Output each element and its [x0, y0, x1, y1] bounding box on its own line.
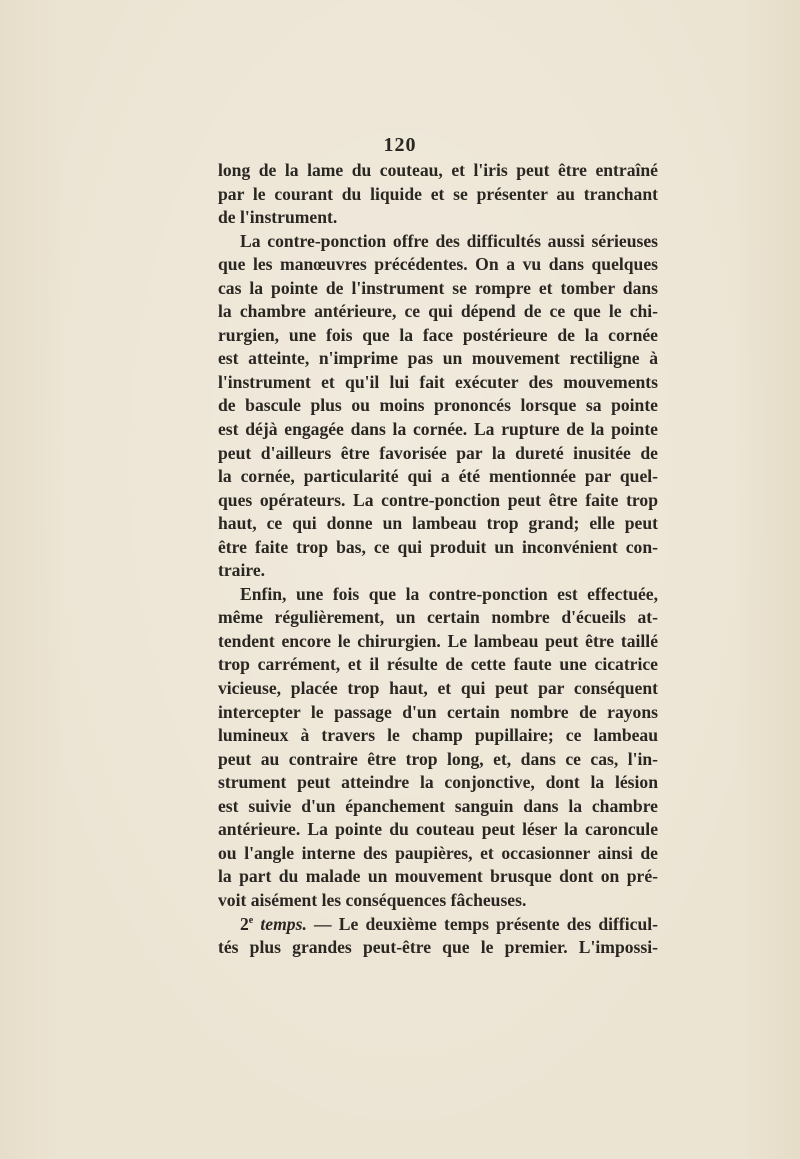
text-line: est suivie d'un épanchement sanguin dans la chambre: [218, 795, 658, 816]
text-line: que les manœuvres précédentes. On a vu dans quelques: [218, 254, 658, 275]
text-line: par le courant du liquide et se présenter au tranchant: [218, 183, 658, 204]
text-line: peut d'ailleurs être favorisée par la dureté inusitée de: [218, 442, 658, 463]
section-ordinal-suffix: e: [248, 914, 254, 926]
text-line: même régulièrement, un certain nombre d'écueils at-: [218, 607, 658, 628]
text-line: vicieuse, placée trop haut, et qui peut par conséquent: [218, 678, 658, 699]
text-line: Enfin, une fois que la contre-ponction est effectuée,: [240, 583, 658, 604]
section-ordinal: 2: [240, 913, 249, 934]
text-line: trop carrément, et il résulte de cette faute une cicatrice: [218, 654, 658, 675]
section-text-first: — Le deuxième temps présente des difficul-: [314, 913, 658, 934]
text-line: peut au contraire être trop long, et, dans ce cas, l'in-: [218, 748, 658, 769]
text-line: la chambre antérieure, ce qui dépend de ce que le chi-: [218, 301, 658, 322]
text-line: de bascule plus ou moins prononcés lorsque sa pointe: [218, 395, 658, 416]
body-text: [218, 159, 658, 960]
text-line: long de la lame du couteau, et l'iris peut être entraîné: [218, 160, 658, 180]
text-line: traire.: [218, 560, 266, 581]
text-line: ou l'angle interne des paupières, et occasionner ainsi de: [218, 842, 658, 863]
text-line: La contre-ponction offre des difficultés aussi sérieuses: [240, 230, 658, 251]
text-line: tendent encore le chirurgien. Le lambeau peut être taillé: [218, 630, 658, 651]
text-line: la part du malade un mouvement brusque dont on pré-: [218, 866, 658, 887]
text-line: intercepter le passage d'un certain nombre de rayons: [218, 701, 658, 722]
section-label: temps.: [260, 913, 307, 934]
text-line: la cornée, particularité qui a été mentionnée par quel-: [218, 466, 658, 487]
text-line: être faite trop bas, ce qui produit un inconvénient con-: [218, 536, 658, 557]
text-line: lumineux à travers le champ pupillaire; ce lambeau: [218, 725, 658, 746]
text-line: rurgien, une fois que la face postérieure de la cornée: [218, 324, 658, 345]
text-line: strument peut atteindre la conjonctive, dont la lésion: [218, 772, 658, 793]
text-line: ques opérateurs. La contre-ponction peut être faite trop: [218, 489, 658, 510]
section-heading-line: [218, 913, 658, 937]
text-line: l'instrument et qu'il lui fait exécuter des mouvements: [218, 371, 658, 392]
text-line: voit aisément les conséquences fâcheuses.: [218, 889, 527, 910]
text-line: cas la pointe de l'instrument se rompre et tomber dans: [218, 277, 658, 298]
section-text-line: tés plus grandes peut-être que le premier. L'impossi-: [218, 937, 658, 958]
text-line: est atteinte, n'imprime pas un mouvement rectiligne à: [218, 348, 658, 369]
text-line: est déjà engagée dans la cornée. La rupture de la pointe: [218, 419, 658, 440]
paragraph-lines: [218, 159, 658, 913]
text-line: haut, ce qui donne un lambeau trop grand; elle peut: [218, 513, 658, 534]
text-line: de l'instrument.: [218, 207, 338, 228]
page-number: 120: [383, 134, 417, 156]
text-line: antérieure. La pointe du couteau peut léser la caroncule: [218, 819, 658, 840]
